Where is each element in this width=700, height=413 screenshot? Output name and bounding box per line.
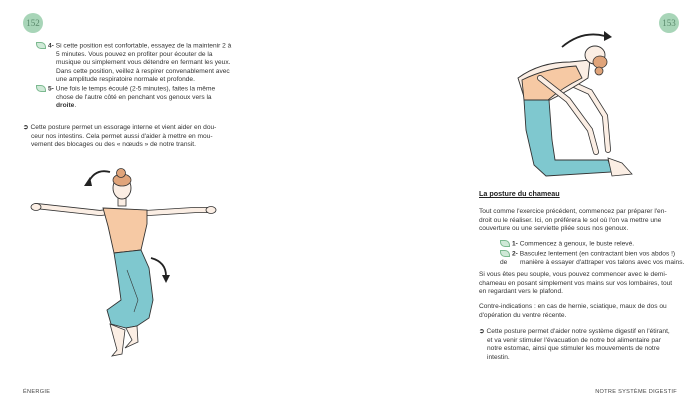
step-1-number: 1- [512, 240, 518, 248]
footer-left: ÉNERGIE [23, 389, 51, 395]
arrow-head-icon [604, 31, 612, 41]
contraindications [479, 303, 679, 320]
footer-right: NOTRE SYSTÈME DIGESTIF [595, 389, 677, 395]
arrow-bullet-icon: ➲ [479, 328, 485, 335]
right-note [479, 328, 679, 362]
intro-line-3: couverture ou une serviette pliée sous nos genoux. [479, 225, 629, 233]
section-title: La posture du chameau [479, 189, 560, 198]
rotation-arrow-icon [151, 258, 166, 276]
step-4-line-5: une amplitude respiratoire normale et profonde. [56, 76, 195, 84]
step-4-line-2: 5 minutes. Vous pouvez en profiter pour écouter de la [56, 50, 213, 58]
step-4-line-3: musique ou simplement vous détendre en fermant les yeux. [56, 59, 231, 67]
rotation-arrow-icon [88, 171, 110, 183]
right-note-line-3: notre estomac, ainsi que stimuler les mouvements de notre [487, 345, 660, 353]
intro-line-1: Tout comme l'exercice précédent, commencez par préparer l'en- [479, 208, 667, 215]
para2-line-3: en regardant vers le plafond. [479, 288, 563, 296]
left-note-line-3: vement des blocages ou des « nœuds » de notre transit. [31, 141, 196, 149]
right-note-line-1: ➲ Cette posture permet d'aider notre système digestif en l'étirant, [479, 328, 670, 335]
contra-line-1: Contre-indications : en cas de hernie, sciatique, maux de dos ou [479, 303, 667, 310]
right-note-line-2: et va venir stimuler l'évacuation de notre bol alimentaire par [487, 336, 661, 344]
arrow-bullet-icon: ➲ [23, 124, 29, 131]
step-5-bold: droite [56, 102, 75, 110]
para2-line-1: Si vous êtes peu souple, vous pouvez commencer avec le demi- [479, 271, 668, 278]
arrow-head-icon [162, 275, 170, 283]
intro-paragraph [479, 208, 679, 234]
step-1-text: Commencez à genoux, le buste relevé. [519, 240, 635, 248]
leaf-icon [500, 250, 510, 257]
step-5-number: 5- [48, 85, 54, 93]
step-5-line-2: chose de l'autre côté en penchant vos genoux vers la [56, 93, 212, 101]
step-2-line-1: Basculez lentement (en contractant bien vos abdos !) de [500, 250, 676, 266]
leaf-icon [500, 240, 510, 247]
left-note-line-1: ➲ Cette posture permet un essorage interne et vient aider en dou- [23, 124, 217, 131]
step-5-line-1: Une fois le temps écoulé (2-5 minutes), faites la même [55, 85, 216, 93]
paragraph-2 [479, 271, 679, 297]
right-note-line-4: intestin. [487, 353, 510, 361]
step-4-line-4: Dans cette position, veillez à respirer convenablement avec [56, 67, 230, 75]
step-1 [500, 240, 680, 249]
intro-line-2: droit ou le réaliser. Ici, on préférera le sol où l'on va mettre une [479, 216, 662, 224]
step-2-number: 2- [512, 250, 518, 258]
page-number-right: 153 [659, 13, 679, 33]
para2-line-2: chameau en posant simplement vos mains sur vos lombaires, tout [479, 279, 673, 287]
step-5-punct: . [74, 102, 77, 110]
left-note-line-2: ceur nos intestins. Cela permet aussi d'aider à mettre en mou- [31, 132, 213, 140]
step-4-line-1: Si cette position est confortable, essayez de la maintenir 2 à [55, 42, 232, 50]
rotation-arrow-icon [562, 34, 605, 47]
right-page [350, 0, 700, 413]
page-number-left: 152 [23, 13, 43, 33]
step-4-number: 4- [48, 42, 54, 50]
contra-line-2: d'opération du ventre récente. [479, 311, 567, 319]
step-2-line-2: manière à essayer d'attraper vos talons avec vos mains. [520, 258, 685, 266]
